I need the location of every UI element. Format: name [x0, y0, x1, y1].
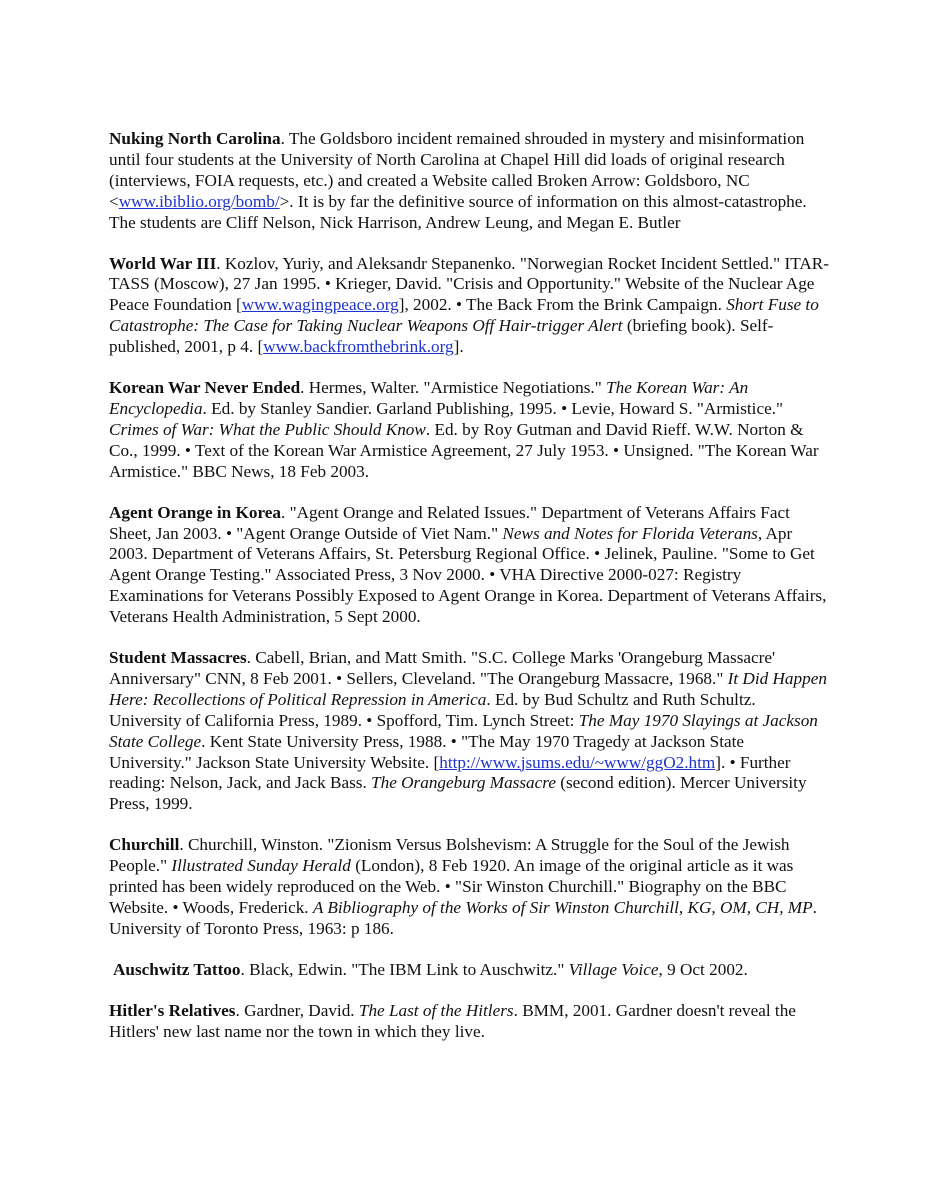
note-entry: [109, 835, 830, 940]
citation-text: . Gardner, David.: [235, 1000, 359, 1020]
note-entry: [109, 129, 830, 234]
reference-link[interactable]: www.backfromthebrink.org: [263, 337, 454, 357]
citation-text: . "Agent Orange and Related Issues." Department of Veterans Affairs Fact Sheet, Jan 2003. • "Agent Orange Outside of Viet Nam.": [109, 502, 790, 543]
entry-heading: World War III: [109, 253, 217, 273]
entry-heading: Hitler's Relatives: [109, 1000, 236, 1020]
citation-text: (second edition). Mercer University Press, 1999.: [109, 773, 807, 814]
work-title: Illustrated Sunday Herald: [171, 856, 351, 876]
citation-text: . Kozlov, Yuriy, and Aleksandr Stepanenko. "Norwegian Rocket Incident Settled." ITAR-TASS (Moscow), 27 Jan 1995. • Krieger, David. "Crisis and Opportunity." Website of the Nuclear Age Peace Foundation [: [109, 253, 829, 315]
citation-text: . BMM, 2001. Gardner doesn't reveal the Hitlers' new last name nor the town in which they live.: [109, 1000, 796, 1041]
work-title: A Bibliography of the Works of Sir Winston Churchill, KG, OM, CH, MP: [312, 898, 813, 917]
citation-text: , 9 Oct 2002.: [658, 959, 748, 979]
citation-text: . Churchill, Winston. "Zionism Versus Bolshevism: A Struggle for the Soul of the Jewish People.": [109, 835, 790, 876]
entry-heading: Agent Orange in Korea: [109, 502, 282, 522]
work-title: The May 1970 Slayings at Jackson State College: [109, 710, 818, 751]
work-title: The Last of the Hitlers: [358, 1000, 514, 1020]
work-title: It Did Happen Here: Recollections of Political Repression in America: [109, 668, 827, 709]
citation-text: ]. • Further reading: Nelson, Jack, and Jack Bass.: [109, 752, 791, 793]
work-title: Village Voice: [568, 959, 659, 979]
entry-heading: Nuking North Carolina: [109, 129, 281, 148]
note-entry: [109, 1001, 830, 1043]
citation-text: . Ed. by Bud Schultz and Ruth Schultz. University of California Press, 1989. • Spofford, Tim. Lynch Street:: [109, 689, 756, 730]
entry-heading: Student Massacres: [109, 648, 247, 668]
citation-text: . Black, Edwin. "The IBM Link to Auschwitz.": [240, 959, 569, 979]
reference-link[interactable]: http://www.jsums.edu/~www/ggO2.htm: [439, 752, 716, 772]
work-title: News and Notes for Florida Veterans: [502, 523, 758, 543]
note-entry: [109, 648, 830, 815]
bibliography-notes: [109, 129, 830, 1043]
citation-text: . Hermes, Walter. "Armistice Negotiations.": [300, 378, 607, 398]
entry-heading: Korean War Never Ended: [109, 378, 301, 398]
citation-text: . University of Toronto Press, 1963: p 186.: [109, 898, 817, 938]
citation-text: . Cabell, Brian, and Matt Smith. "S.C. College Marks 'Orangeburg Massacre' Anniversary" CNN, 8 Feb 2001. • Sellers, Cleveland. "The Orangeburg Massacre, 1968.": [109, 648, 776, 688]
entry-heading: Churchill: [109, 835, 180, 855]
reference-link[interactable]: www.ibiblio.org/bomb/: [118, 191, 280, 211]
citation-text: . The Goldsboro incident remained shrouded in mystery and misinformation until four students at the University of North Carolina at Chapel Hill did loads of original research (interviews, FOIA requests, etc.) and created a Website called Broken Arrow: Goldsboro, NC <: [109, 129, 805, 211]
citation-text: ], 2002. • The Back From the Brink Campaign.: [398, 295, 727, 315]
citation-text: . Ed. by Stanley Sandier. Garland Publishing, 1995. • Levie, Howard S. "Armistice.": [202, 398, 784, 418]
work-title: The Korean War: An Encyclopedia: [109, 378, 749, 418]
citation-text: >. It is by far the definitive source of information on this almost-catastrophe. The students are Cliff Nelson, Nick Harrison, Andrew Leung, and Megan E. Butler: [109, 191, 807, 232]
citation-text: . Kent State University Press, 1988. • "The May 1970 Tragedy at Jackson State University." Jackson State University Website. [: [109, 731, 745, 772]
work-title: Short Fuse to Catastrophe: The Case for Taking Nuclear Weapons Off Hair-trigger Alert: [109, 295, 819, 336]
entry-heading: Auschwitz Tattoo: [113, 959, 241, 979]
reference-link[interactable]: www.wagingpeace.org: [241, 295, 399, 315]
note-entry: [109, 254, 830, 359]
citation-text: , Apr 2003. Department of Veterans Affairs, St. Petersburg Regional Office. • Jelinek, Pauline. "Some to Get Agent Orange Testing." Associated Press, 3 Nov 2000. • VHA Directive 2000-027: Registry Examinations for Veterans Possibly Exposed to Agent Orange in Korea. Department of Veterans Affairs, Veterans Health Administration, 5 Sept 2000.: [109, 523, 827, 627]
citation-text: . Ed. by Roy Gutman and David Rieff. W.W. Norton & Co., 1999. • Text of the Korean War Armistice Agreement, 27 July 1953. • Unsigned. "The Korean War Armistice." BBC News, 18 Feb 2003.: [109, 419, 819, 481]
citation-text: (London), 8 Feb 1920. An image of the original article as it was printed has been widely reproduced on the Web. • "Sir Winston Churchill." Biography on the BBC Website. • Woods, Frederick.: [109, 856, 794, 917]
work-title: Crimes of War: What the Public Should Know: [109, 419, 426, 439]
note-entry: [109, 960, 830, 981]
note-entry: [109, 503, 830, 628]
work-title: The Orangeburg Massacre: [371, 773, 556, 793]
citation-text: (briefing book). Self-published, 2001, p 4. [: [109, 316, 774, 357]
citation-text: ].: [453, 337, 464, 357]
note-entry: [109, 378, 830, 483]
